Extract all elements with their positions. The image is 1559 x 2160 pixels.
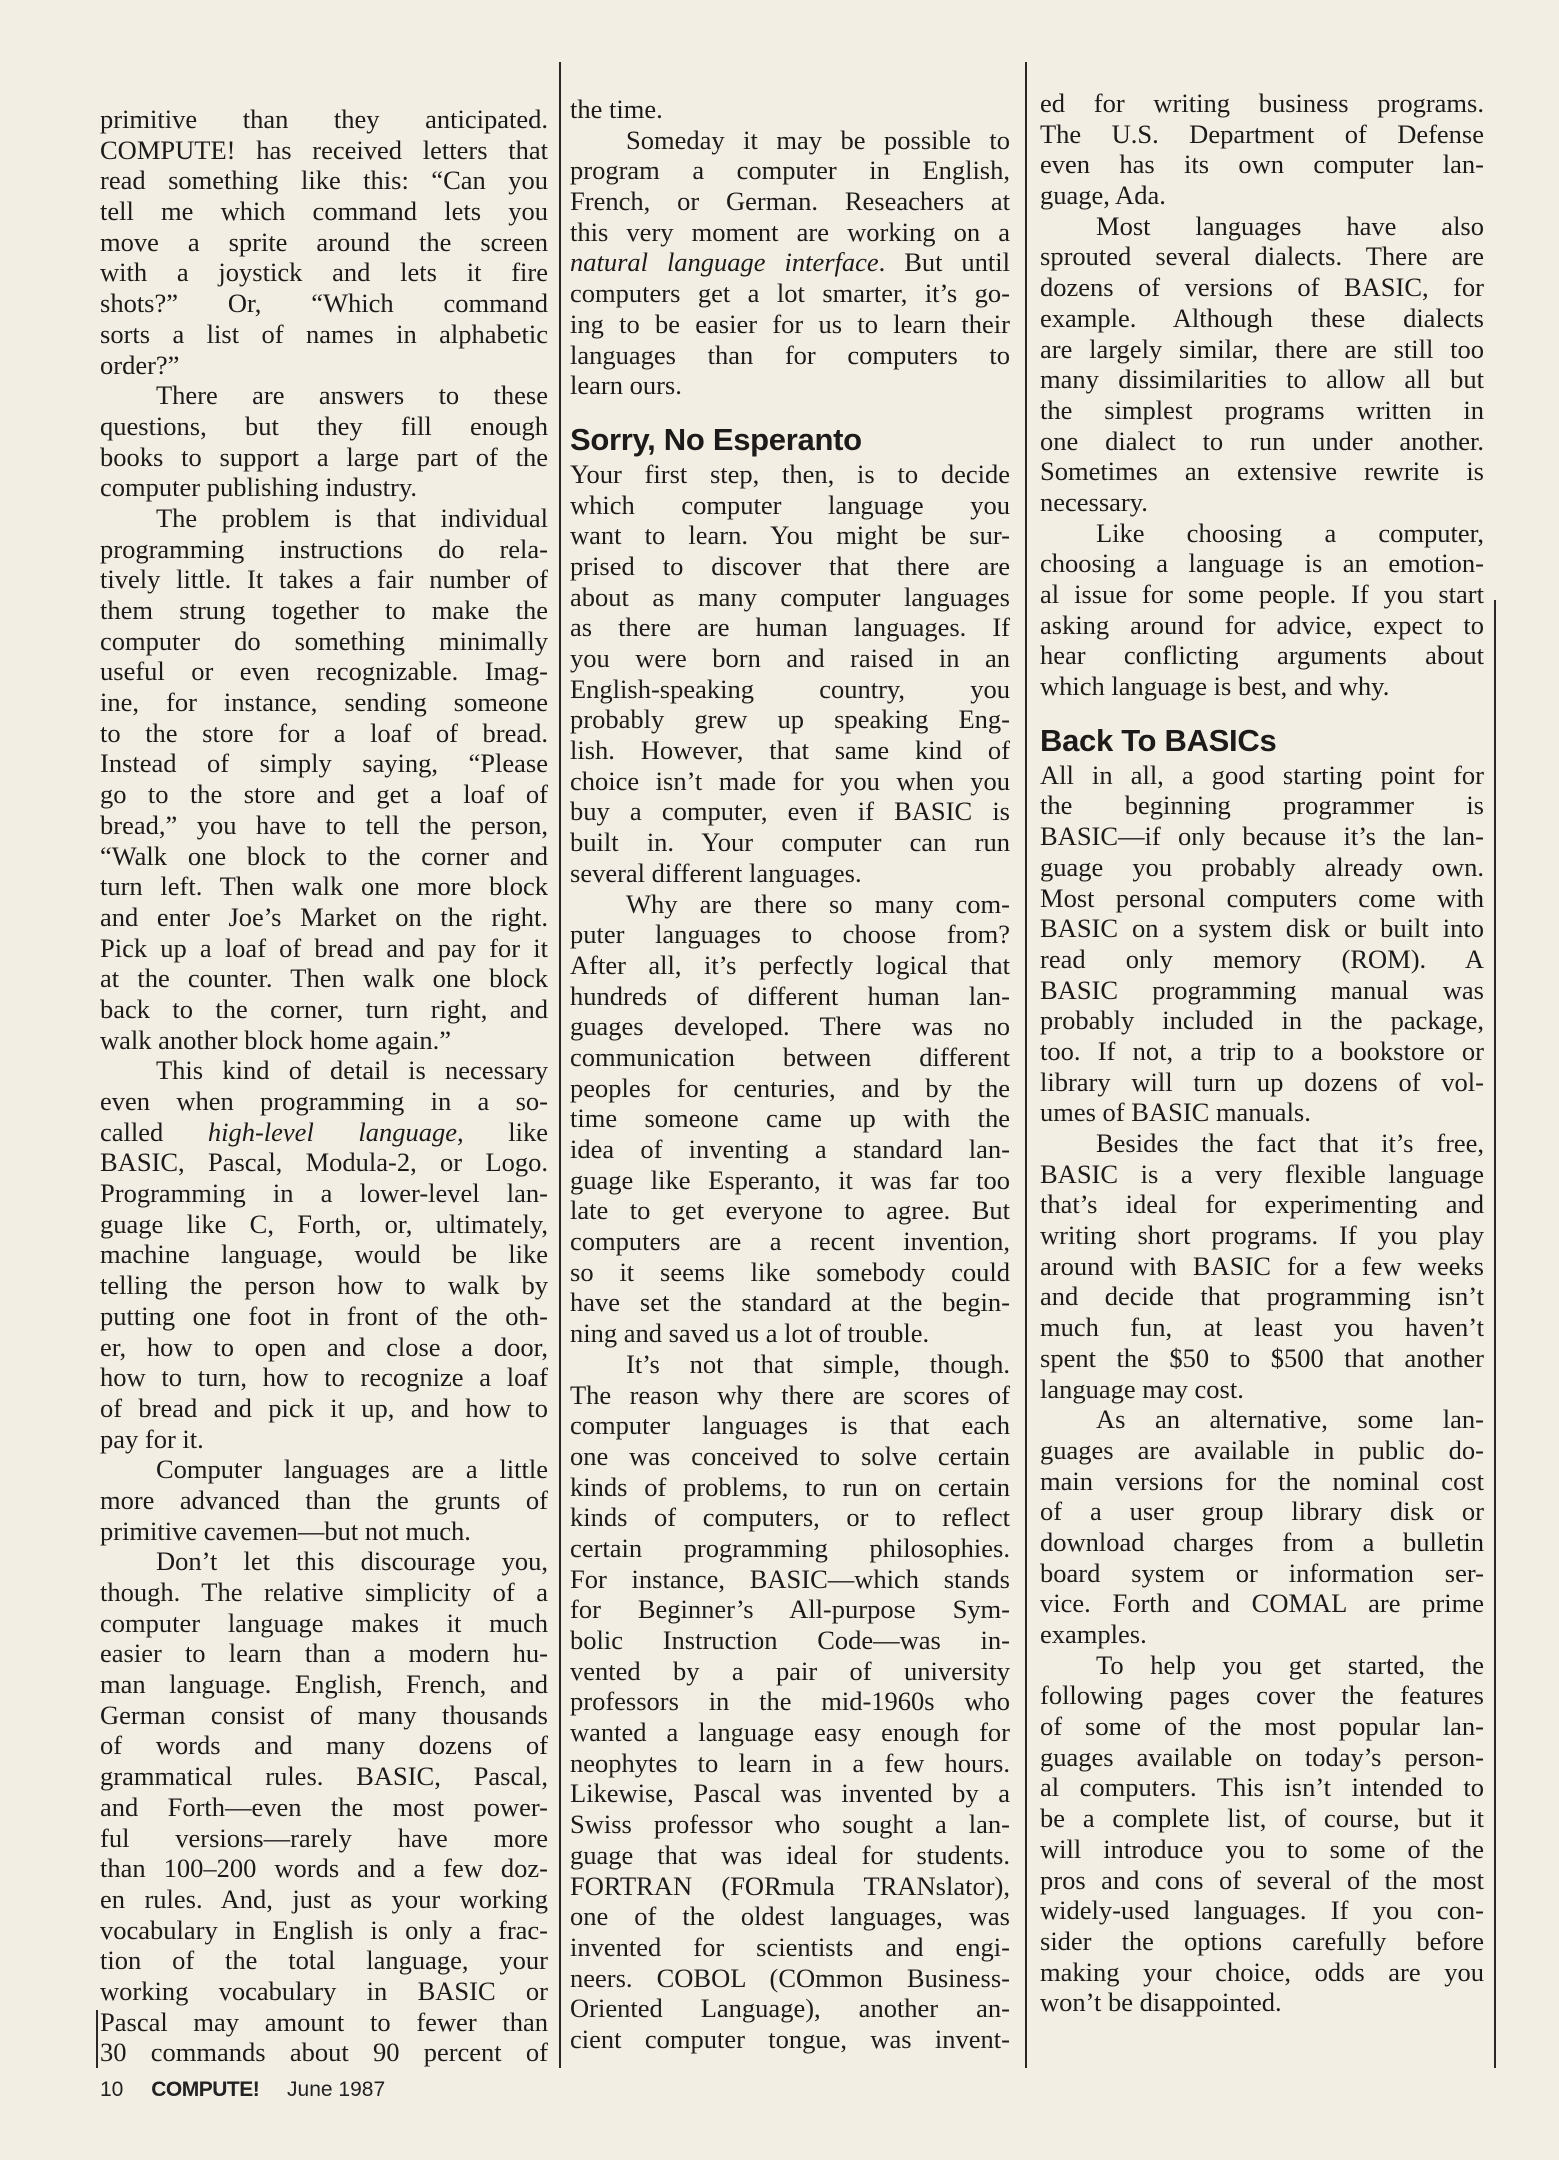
paragraph-line: choosing a language is an emotion- [1040,548,1484,579]
paragraph-line: BASIC is a very flexible language [1040,1158,1484,1189]
paragraph-line: be a complete list, of course, but it [1040,1803,1484,1834]
paragraph-line: than 100–200 words and a few doz- [100,1853,548,1884]
paragraph-line: computers get a lot smarter, it’s go- [570,278,1010,309]
paragraph-line: writing short programs. If you play [1040,1220,1484,1251]
paragraph-line: pros and cons of several of the most [1040,1864,1484,1895]
paragraph-line: bread,” you have to tell the person, [100,809,548,840]
paragraph-line: them strung together to make the [100,595,548,625]
paragraph-line: COMPUTE! has received letters that [100,134,548,165]
paragraph-line: certain programming philosophies. [570,1532,1010,1563]
paragraph-line: about as many computer languages [570,581,1010,612]
paragraph-line: so it seems like somebody could [570,1256,1010,1287]
paragraph-line: guage you probably already own. [1040,851,1484,882]
column-rule-right [1494,600,1496,2068]
paragraph-line: order?” [100,349,180,380]
text-segment: . But until [878,247,1010,278]
paragraph-line: which computer language you [570,489,1010,520]
paragraph-line: the time. [570,94,663,124]
page-footer [100,2078,407,2102]
paragraph-line: program a computer in English, [570,155,1010,186]
paragraph-line: To help you get started, the [1096,1649,1484,1680]
paragraph-line: Oriented Language), another an- [570,1993,1010,2024]
paragraph-line: Likewise, Pascal was invented by a [570,1778,1010,1809]
paragraph-line: vice. Forth and COMAL are prime [1040,1588,1484,1619]
paragraph-line: lish. However, that same kind of [570,735,1010,766]
paragraph-line: professors in the mid-1960s who [570,1686,1010,1717]
paragraph-line: library will turn up dozens of vol- [1040,1066,1484,1097]
paragraph-line: want to learn. You might be sur- [570,520,1010,551]
paragraph-line: programming instructions do rela- [100,533,548,564]
paragraph-line: ing to be easier for us to learn their [570,308,1010,339]
paragraph-line: neophytes to learn in a few hours. [570,1747,1010,1778]
paragraph-line: easier to learn than a modern hu- [100,1638,548,1669]
paragraph-line: computer publishing industry. [100,472,417,503]
paragraph-line: even when programming in a so- [100,1086,548,1116]
article-column-1 [100,104,548,2068]
paragraph-line: probably included in the package, [1040,1005,1484,1036]
paragraph-line: FORTRAN (FORmula TRANslator), [570,1870,1010,1901]
paragraph-line: books to support a large part of the [100,441,548,472]
paragraph-line: computer languages is that each [570,1410,1010,1441]
paragraph-line: guage like Esperanto, it was far too [570,1164,1010,1195]
paragraph-line: walk another block home again.” [100,1024,451,1055]
paragraph-line: sider the options carefully before [1040,1925,1484,1956]
paragraph-line: hear conflicting arguments about [1040,640,1484,671]
paragraph-line: buy a computer, even if BASIC is [570,796,1010,827]
paragraph-line: computers are a recent invention, [570,1226,1010,1257]
paragraph-line: grammatical rules. BASIC, Pascal, [100,1761,548,1792]
section-heading: Back To BASICs [1040,722,1277,758]
italic-term: natural language interface [570,247,879,278]
paragraph-line: hundreds of different human lan- [570,980,1010,1011]
paragraph-line: though. The relative simplicity of a [100,1577,548,1607]
paragraph-line: The reason why there are scores of [570,1379,1010,1410]
paragraph-line: The problem is that individual [156,502,548,533]
paragraph-line: puter languages to choose from? [570,919,1010,950]
paragraph-line: and enter Joe’s Market on the right. [100,901,548,932]
paragraph-line [570,247,1010,278]
paragraph-line: neers. COBOL (COmmon Business- [570,1962,1010,1993]
paragraph-line: this very moment are working on a [570,216,1010,247]
paragraph-line: man language. English, French, and [100,1669,548,1700]
paragraph-line: around with BASIC for a few weeks [1040,1250,1484,1281]
paragraph-line: you were born and raised in an [570,643,1010,673]
paragraph-line: Sometimes an extensive rewrite is [1040,456,1484,487]
paragraph-line: Don’t let this discourage you, [156,1546,548,1577]
paragraph-line: asking around for advice, expect to [1040,609,1484,640]
article-column-3 [1040,88,1484,2018]
paragraph-line: As an alternative, some lan- [1096,1404,1484,1435]
paragraph-line: Instead of simply saying, “Please [100,748,548,779]
paragraph-line: much fun, at least you haven’t [1040,1312,1484,1343]
paragraph-line: cient computer tongue, was invent- [570,2023,1010,2054]
paragraph-line: to the store for a loaf of bread. [100,717,548,748]
paragraph-line: one was conceived to solve certain [570,1440,1010,1471]
paragraph-line: Besides the fact that it’s free, [1096,1128,1484,1158]
paragraph-line: how to turn, how to recognize a loaf [100,1362,548,1393]
paragraph-line: idea of inventing a standard lan- [570,1134,1010,1164]
paragraph-line: as there are human languages. If [570,612,1010,643]
paragraph-line: kinds of computers, or to reflect [570,1502,1010,1533]
paragraph-line: questions, but they fill enough [100,410,548,441]
paragraph-line: with a joystick and lets it fire [100,257,548,288]
paragraph-line: move a sprite around the screen [100,226,548,257]
paragraph-line: All in all, a good starting point for [1040,759,1484,790]
paragraph-line: more advanced than the grunts of [100,1484,548,1515]
paragraph-line: and decide that programming isn’t [1040,1281,1484,1312]
paragraph-line: German consist of many thousands [100,1699,548,1730]
column-rule-2 [1025,62,1027,2068]
text-segment: like [463,1116,548,1147]
paragraph-line: BASIC, Pascal, Modula-2, or Logo. [100,1147,548,1178]
paragraph-line: choice isn’t made for you when you [570,765,1010,796]
article-column-2 [570,94,1010,2055]
paragraph-line: vented by a pair of university [570,1655,1010,1686]
paragraph-line: that’s ideal for experimenting and [1040,1189,1484,1220]
paragraph-line: are largely similar, there are still too [1040,333,1484,364]
paragraph-line: prised to discover that there are [570,550,1010,581]
paragraph-line: read something like this: “Can you [100,165,548,196]
paragraph-line: Programming in a lower-level lan- [100,1178,548,1209]
paragraph-line: telling the person how to walk by [100,1270,548,1301]
paragraph-line: read only memory (ROM). A [1040,943,1484,974]
paragraph-line: will introduce you to some of the [1040,1833,1484,1864]
paragraph-line: for Beginner’s All-purpose Sym- [570,1594,1010,1625]
paragraph-line: probably grew up speaking Eng- [570,704,1010,735]
paragraph-line: turn left. Then walk one more block [100,871,548,902]
paragraph-line: This kind of detail is necessary [156,1055,548,1086]
column-rule-1 [559,62,561,2068]
paragraph-line: English-speaking country, you [570,673,1010,704]
section-heading: Sorry, No Esperanto [570,421,862,457]
paragraph-line: guage, Ada. [1040,180,1166,211]
paragraph-line: time someone came up with the [570,1103,1010,1134]
paragraph-line: Computer languages are a little [156,1454,548,1485]
paragraph-line: many dissimilarities to allow all but [1040,364,1484,395]
paragraph-line: It’s not that simple, though. [626,1348,1010,1379]
paragraph-line: BASIC—if only because it’s the lan- [1040,821,1484,852]
magazine-name: COMPUTE! [151,2078,260,2101]
paragraph-line: sorts a list of names in alphabetic [100,318,548,349]
paragraph-line: vocabulary in English is only a frac- [100,1914,548,1945]
paragraph-line: Most personal computers come with [1040,882,1484,913]
paragraph-line: the beginning programmer is [1040,790,1484,821]
paragraph-line: examples. [1040,1619,1147,1649]
paragraph-line: umes of BASIC manuals. [1040,1097,1311,1128]
paragraph-line: After all, it’s perfectly logical that [570,949,1010,980]
paragraph-line: guage like C, Forth, or, ultimately, [100,1208,548,1239]
paragraph-line: wanted a language easy enough for [570,1717,1010,1748]
paragraph-line: peoples for centuries, and by the [570,1072,1010,1103]
paragraph-line: French, or German. Reseachers at [570,186,1010,217]
paragraph-line: putting one foot in front of the oth- [100,1300,548,1331]
paragraph-line: working vocabulary in BASIC or [100,1975,548,2006]
paragraph-line: For instance, BASIC—which stands [570,1563,1010,1594]
paragraph-line: er, how to open and close a door, [100,1331,548,1362]
paragraph-line: al computers. This isn’t intended to [1040,1772,1484,1803]
paragraph-line: and Forth—even the most power- [100,1791,548,1822]
paragraph-line: several different languages. [570,857,862,888]
paragraph-line: The U.S. Department of Defense [1040,118,1484,149]
paragraph-line: BASIC programming manual was [1040,974,1484,1005]
paragraph-line: board system or information ser- [1040,1557,1484,1588]
paragraph-line: en rules. And, just as your working [100,1883,548,1914]
paragraph-line: back to the corner, turn right, and [100,993,548,1024]
page-number: 10 [100,2078,124,2101]
paragraph-line [100,1117,548,1148]
paragraph-line: learn ours. [570,370,682,401]
paragraph-line: necessary. [1040,486,1148,517]
paragraph-line: guage that was ideal for students. [570,1839,1010,1870]
issue-date: June 1987 [287,2078,386,2101]
paragraph-line: invented for scientists and engi- [570,1931,1010,1962]
paragraph-line: pay for it. [100,1423,204,1454]
paragraph-line: tion of the total language, your [100,1945,548,1976]
paragraph-line: language may cost. [1040,1373,1244,1404]
paragraph-line: sprouted several dialects. There are [1040,241,1484,272]
paragraph-line: computer do something minimally [100,625,548,656]
paragraph-line: ful versions—rarely have more [100,1822,548,1853]
paragraph-line: dozens of versions of BASIC, for [1040,272,1484,303]
paragraph-line: the simplest programs written in [1040,394,1484,425]
paragraph-line: late to get everyone to agree. But [570,1195,1010,1226]
paragraph-line: computer language makes it much [100,1607,548,1638]
paragraph-line: guages available on today’s person- [1040,1741,1484,1772]
paragraph-line: guages developed. There was no [570,1011,1010,1042]
paragraph-line: which language is best, and why. [1040,671,1390,702]
paragraph-line: tively little. It takes a fair number of [100,564,548,595]
paragraph-line: built in. Your computer can run [570,827,1010,858]
paragraph-line: primitive than they anticipated. [100,104,548,134]
paragraph-line: of a user group library disk or [1040,1496,1484,1527]
paragraph-line: shots?” Or, “Which command [100,288,548,319]
paragraph-line: communication between different [570,1041,1010,1072]
paragraph-line: making your choice, odds are you [1040,1956,1484,1987]
paragraph-line: 30 commands about 90 percent of [100,2037,548,2068]
paragraph-line: machine language, would be like [100,1239,548,1270]
paragraph-line: even has its own computer lan- [1040,149,1484,180]
paragraph-line: primitive cavemen—but not much. [100,1515,471,1546]
paragraph-line: won’t be disappointed. [1040,1987,1282,2018]
paragraph-line: one dialect to run under another. [1040,425,1484,456]
text-segment: called [100,1116,208,1147]
paragraph-line: main versions for the nominal cost [1040,1465,1484,1496]
paragraph-line: “Walk one block to the corner and [100,840,548,871]
paragraph-line: of some of the most popular lan- [1040,1711,1484,1742]
paragraph-line: Someday it may be possible to [626,124,1010,155]
paragraph-line: guages are available in public do- [1040,1434,1484,1465]
paragraph-line: go to the store and get a loaf of [100,779,548,810]
paragraph-line: of words and many dozens of [100,1730,548,1761]
paragraph-line: have set the standard at the begin- [570,1287,1010,1318]
paragraph-line: Like choosing a computer, [1096,517,1484,548]
paragraph-line: widely-used languages. If you con- [1040,1895,1484,1926]
paragraph-line: following pages cover the features [1040,1680,1484,1711]
paragraph-line: languages than for computers to [570,339,1010,370]
paragraph-line: too. If not, a trip to a bookstore or [1040,1035,1484,1066]
italic-term: high-level language, [207,1116,464,1147]
paragraph-line: kinds of problems, to run on certain [570,1471,1010,1502]
paragraph-line: al issue for some people. If you start [1040,579,1484,609]
paragraph-line: Pascal may amount to fewer than [100,2006,548,2037]
paragraph-line: at the counter. Then walk one block [100,963,548,994]
paragraph-line: tell me which command lets you [100,196,548,227]
paragraph-line: Swiss professor who sought a lan- [570,1809,1010,1840]
paragraph-line: Why are there so many com- [626,888,1010,919]
paragraph-line: of bread and pick it up, and how to [100,1392,548,1423]
paragraph-line: example. Although these dialects [1040,302,1484,333]
paragraph-line: ed for writing business programs. [1040,88,1484,118]
paragraph-line: bolic Instruction Code—was in- [570,1625,1010,1655]
paragraph-line: ning and saved us a lot of trouble. [570,1318,930,1349]
paragraph-line: BASIC on a system disk or built into [1040,913,1484,944]
column-rule-left [96,2010,98,2068]
paragraph-line: useful or even recognizable. Imag- [100,656,548,687]
paragraph-line: Most languages have also [1096,210,1484,241]
paragraph-line: Pick up a loaf of bread and pay for it [100,932,548,963]
paragraph-line: ine, for instance, sending someone [100,687,548,718]
paragraph-line: Your first step, then, is to decide [570,458,1010,489]
paragraph-line: spent the $50 to $500 that another [1040,1342,1484,1373]
paragraph-line: one of the oldest languages, was [570,1901,1010,1932]
paragraph-line: download charges from a bulletin [1040,1526,1484,1557]
paragraph-line: There are answers to these [156,380,548,411]
